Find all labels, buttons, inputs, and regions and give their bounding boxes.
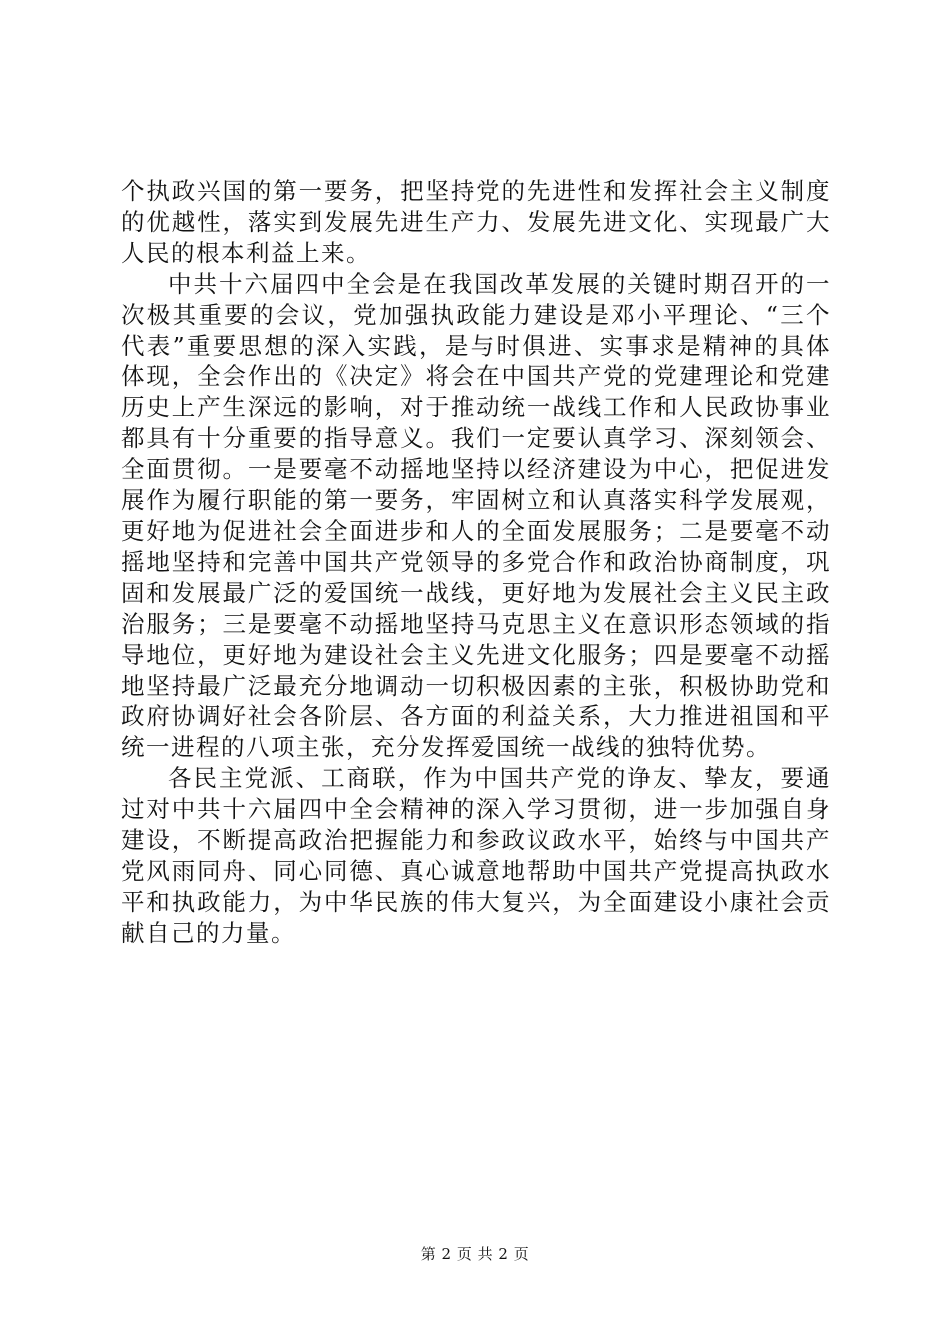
page-footer: 第 2 页 共 2 页 xyxy=(420,1245,530,1263)
paragraph-democratic-parties: 各民主党派、工商联，作为中国共产党的诤友、挚友，要通过对中共十六届四中全会精神的深入学习贯彻，进一步加强自身建设，不断提高政治把握能力和参政议政水平，始终与中国共产党风雨同舟、同心同德、真心诚意地帮助中国共产党提高执政水平和执政能力，为中华民族的伟大复兴，为全面建设小康社会贡献自己的力量。 xyxy=(121,764,831,947)
paragraph-continuation: 个执政兴国的第一要务，把坚持党的先进性和发挥社会主义制度的优越性，落实到发展先进生产力、发展先进文化、实现最广大人民的根本利益上来。 xyxy=(121,177,831,267)
paragraph-plenum-significance: 中共十六届四中全会是在我国改革发展的关键时期召开的一次极其重要的会议，党加强执政能力建设是邓小平理论、“三个代表”重要思想的深入实践，是与时俱进、实事求是精神的具体体现，全会作出的《决定》将会在中国共产党的党建理论和党建历史上产生深远的影响，对于推动统一战线工作和人民政协事业都具有十分重要的指导意义。我们一定要认真学习、深刻领会、全面贯彻。一是要毫不动摇地坚持以经济建设为中心，把促进发展作为履行职能的第一要务，牢固树立和认真落实科学发展观，更好地为促进社会全面进步和人的全面发展服务；二是要毫不动摇地坚持和完善中国共产党领导的多党合作和政治协商制度，巩固和发展最广泛的爱国统一战线，更好地为发展社会主义民主政治服务；三是要毫不动摇地坚持马克思主义在意识形态领域的指导地位，更好地为建设社会主义先进文化服务；四是要毫不动摇地坚持最广泛最充分地调动一切积极因素的主张，积极协助党和政府协调好社会各阶层、各方面的利益关系，大力推进祖国和平统一进程的八项主张，充分发挥爱国统一战线的独特优势。 xyxy=(121,269,831,762)
document-body xyxy=(121,176,831,949)
